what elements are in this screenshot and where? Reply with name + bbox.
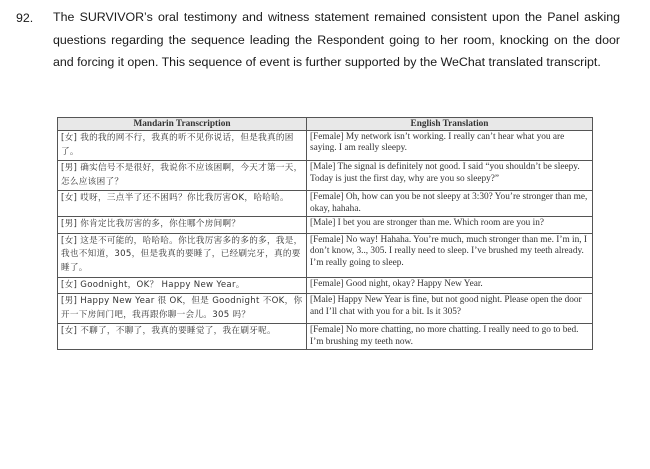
transcript-table [57,117,593,350]
table-row [58,277,593,294]
table-row [58,217,593,234]
english-cell: [Male] The signal is definitely not good. I said “you shouldn’t be sleepy. Today is just the first day, why are you so sleepy?” [307,161,593,191]
mandarin-cell: [男] 你肯定比我厉害的多，你住哪个房间啊？ [58,217,307,234]
mandarin-cell: [女] 我的我的网不行，我真的听不见你说话，但是我真的困了。 [58,131,307,161]
table-row [58,233,593,277]
english-cell: [Female] No more chatting, no more chatting. I really need to go to bed. I’m brushing my teeth now. [307,324,593,350]
header-mandarin: Mandarin Transcription [58,118,307,131]
mandarin-cell: [女] 不聊了，不聊了，我真的要睡觉了，我在刷牙呢。 [58,324,307,350]
english-cell: [Female] No way! Hahaha. You’re much, much stronger than me. I’m in, I don’t know, 3.., 305. I really need to sleep. I’ve brushed my teeth already. I’m really going to sleep. [307,233,593,277]
mandarin-cell: [女] 这是不可能的，哈哈哈。你比我厉害多的多的多，我是，我也不知道，305，但是我真的要睡了，已经刷完牙，真的要睡了。 [58,233,307,277]
table-row [58,131,593,161]
english-cell: [Female] Oh, how can you be not sleepy at 3:30? You’re stronger than me, okay, hahaha. [307,191,593,217]
table-row [58,191,593,217]
paragraph-number: 92. [16,11,34,25]
english-cell: [Male] Happy New Year is fine, but not good night. Please open the door and I’ll chat with you for a bit. Is it 305? [307,294,593,324]
header-english: English Translation [307,118,593,131]
mandarin-cell: [男] 确实信号不是很好，我说你不应该困啊，今天才第一天，怎么应该困了？ [58,161,307,191]
mandarin-cell: [男] Happy New Year 很 OK，但是 Goodnight 不OK，你开一下房间门吧，我再跟你聊一会儿。305 吗？ [58,294,307,324]
paragraph-text: The SURVIVOR’s oral testimony and witness statement remained consistent upon the Panel asking questions regarding the sequence leading the Respondent going to her room, knocking on the door and forcing it open. This sequence of event is further supported by the WeChat translated transcript. [53,10,620,70]
english-cell: [Female] Good night, okay? Happy New Year. [307,277,593,294]
table-row [58,294,593,324]
table-header-row [58,118,593,131]
mandarin-cell: [女] Goodnight，OK？ Happy New Year。 [58,277,307,294]
table-row [58,324,593,350]
table-row [58,161,593,191]
mandarin-cell: [女] 哎呀，三点半了还不困吗？你比我厉害OK，哈哈哈。 [58,191,307,217]
english-cell: [Male] I bet you are stronger than me. Which room are you in? [307,217,593,234]
paragraph-92 [16,11,620,74]
english-cell: [Female] My network isn’t working. I really can’t hear what you are saying. I am really sleepy. [307,131,593,161]
